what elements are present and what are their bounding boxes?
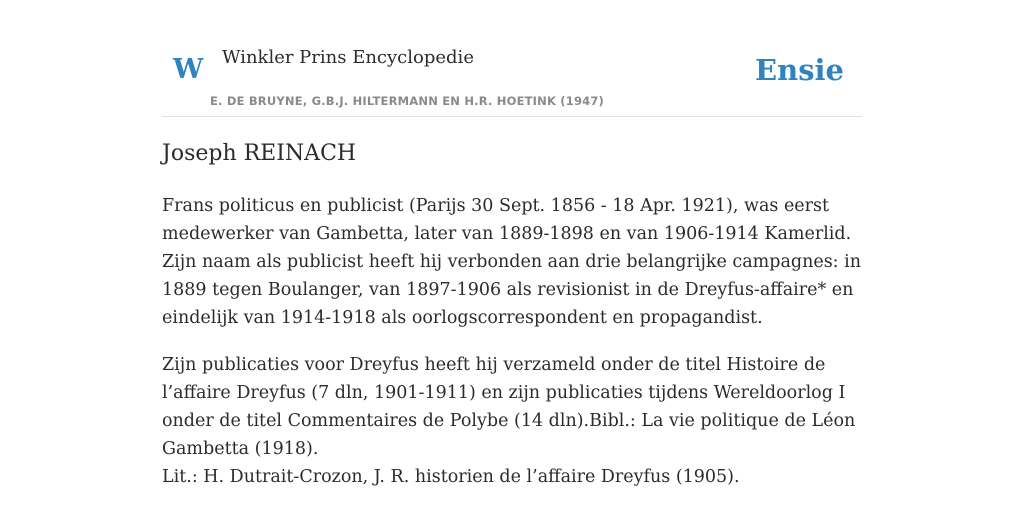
source-logo[interactable]: W [173,54,204,85]
source-authors: E. DE BRUYNE, G.B.J. HILTERMANN EN H.R. HOETINK (1947) [210,94,605,108]
source-title-link[interactable]: Winkler Prins Encyclopedie [222,47,474,68]
entry-paragraph: Frans politicus en publicist (Parijs 30 Sept. 1856 - 18 Apr. 1921), was eerst medewerker van Gambetta, later van 1889-1898 en van 1906-1914 Kamerlid. Zijn naam als publicist heeft hij verbonden aan drie belangrijke campagnes: in 1889 tegen Boulanger, van 1897-1906 als revisionist in de Dreyfus-affaire* en eindelijk van 1914-1918 als oorlogscorrespondent en propagandist. [162,196,862,328]
ensie-logo-link[interactable]: Ensie [755,53,844,87]
entry-literature: Lit.: H. Dutrait-Crozon, J. R. historien de l’affaire Dreyfus (1905). [162,467,740,487]
source-header [162,0,862,117]
article-page [162,0,862,512]
entry-title: Joseph REINACH [162,141,357,166]
entry-paragraph: Zijn publicaties voor Dreyfus heeft hij verzameld onder de titel Histoire de l’affaire Dreyfus (7 dln, 1901-1911) en zijn publicaties tijdens Wereldoorlog I onder de titel Commentaires de Polybe (14 dln).Bibl.: La vie politique de Léon Gambetta (1918). [162,355,856,459]
